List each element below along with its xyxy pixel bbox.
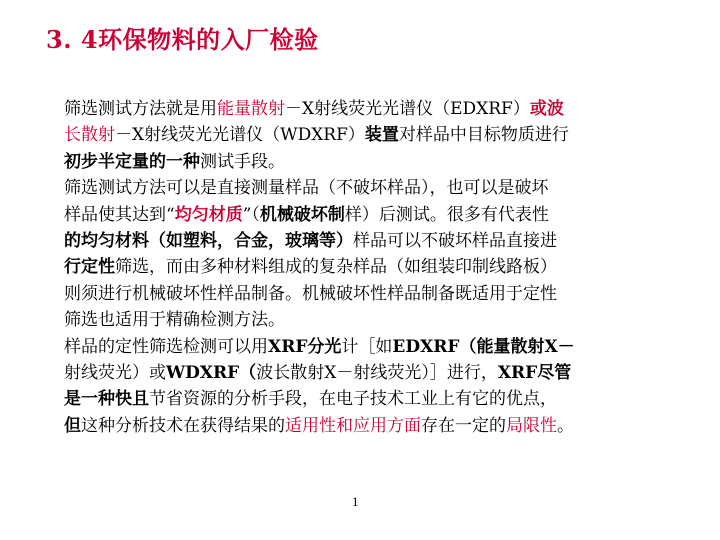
highlighted-text: 长散射 — [64, 125, 115, 146]
body-line — [64, 413, 674, 439]
body-text: 节省资源的分析手段，在电子技术工业上有它的优点， — [149, 389, 557, 410]
body-line — [64, 334, 674, 360]
body-text: XRF分光 — [268, 336, 342, 357]
body-line — [64, 281, 674, 307]
body-text: 计［如 — [341, 336, 393, 357]
body-text: 筛选测试方法可以是直接测量样品（不破坏样品），也可以是破坏 — [64, 178, 549, 199]
page-number: 1 — [352, 494, 359, 509]
body-text: 行定性 — [64, 257, 115, 278]
body-text: EDXRF（能量散射X－ — [392, 336, 575, 357]
body-text: 装置 — [364, 125, 399, 146]
body-line — [64, 122, 674, 148]
highlighted-text: 适用性和应用方面 — [285, 415, 421, 436]
body-text: 则须进行机械破坏性样品制备。机械破坏性样品制备既适用于定性 — [64, 283, 557, 304]
body-text: 对样品中目标物质进行 — [398, 125, 569, 146]
body-line — [64, 228, 674, 254]
body-text: 机械破坏制 — [259, 204, 345, 225]
body-text: 是一种快且 — [64, 389, 149, 410]
body-text: 样品可以不破坏样品直接进 — [353, 230, 557, 251]
body-text: XRF尽管 — [497, 362, 572, 383]
body-text: －X射线荧光光谱仪（WDXRF） — [115, 125, 365, 146]
body-text: 测试手段。 — [200, 151, 285, 172]
body-line — [64, 307, 674, 333]
body-text: WDXRF（ — [166, 362, 257, 383]
body-text: 存在一定的 — [421, 415, 506, 436]
body-line — [64, 360, 674, 386]
body-line — [64, 96, 674, 122]
body-text: 波长散射X－射线荧光）］进行， — [256, 362, 498, 383]
body-text: 筛选，而由多种材料组成的复杂样品（如组装印制线路板） — [115, 257, 557, 278]
body-text: 筛选测试方法就是用 — [64, 99, 217, 119]
body-text: －X射线荧光光谱仪（EDXRF） — [285, 99, 530, 119]
body-line — [64, 254, 674, 280]
highlighted-text: 能量散射 — [217, 99, 285, 119]
body-text: 样）后测试。很多有代表性 — [344, 204, 549, 225]
body-text: 样品的定性筛选检测可以用 — [64, 336, 268, 357]
body-line — [64, 386, 674, 412]
body-line — [64, 175, 674, 201]
body-text: 样品使其达到“ — [64, 204, 175, 225]
body-text: 射线荧光）或 — [64, 362, 166, 383]
highlighted-text: 或波 — [529, 99, 564, 119]
body-text: 初步半定量的一种 — [64, 151, 200, 172]
body-line — [64, 149, 674, 175]
body-line — [64, 202, 674, 228]
body-text: 但 — [64, 415, 81, 436]
body-text: ”（ — [242, 204, 260, 225]
slide-body — [64, 96, 674, 439]
body-text: 这种分析技术在获得结果的 — [81, 415, 285, 436]
body-text: 。 — [557, 415, 574, 436]
body-text: 筛选也适用于精确检测方法。 — [64, 310, 285, 331]
highlighted-text: 局限性 — [506, 415, 557, 436]
body-text: 的均匀材料（如塑料，合金，玻璃等） — [64, 230, 353, 251]
slide-title: 3. 4环保物料的入厂检验 — [46, 25, 319, 54]
highlighted-text: 均匀材质 — [174, 204, 243, 225]
